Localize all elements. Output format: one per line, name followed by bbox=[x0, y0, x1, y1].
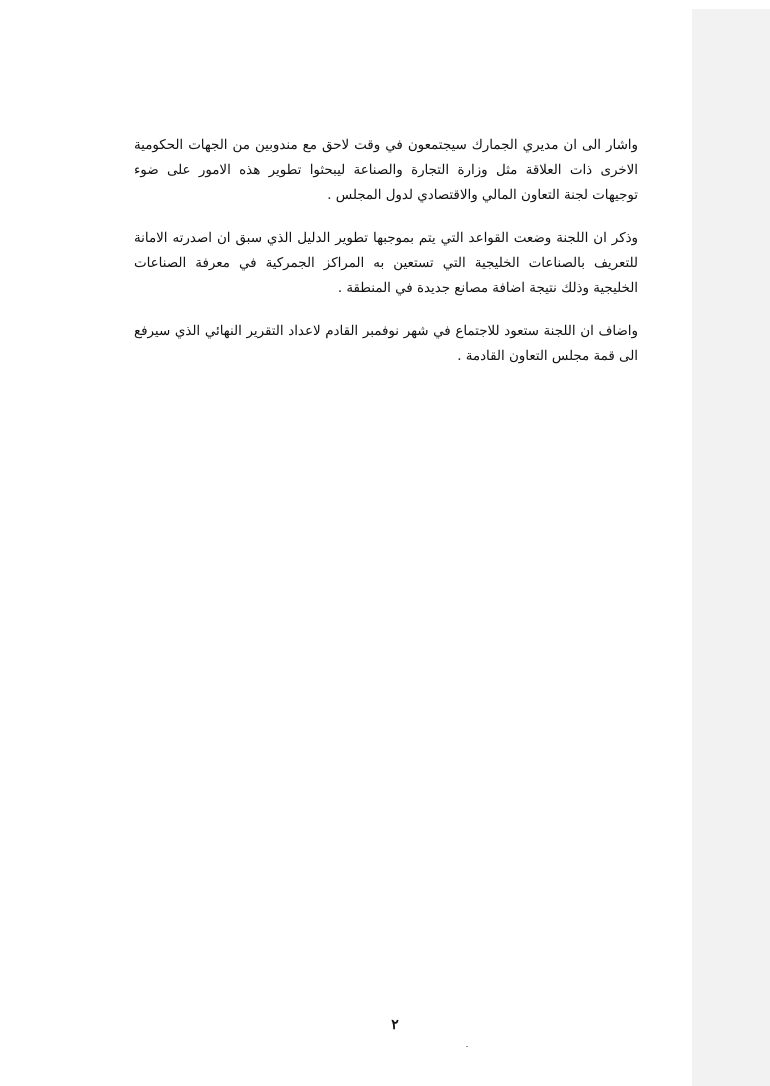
side-panel-top-strip bbox=[692, 0, 770, 9]
paragraph-november-meeting: واضاف ان اللجنة ستعود للاجتماع في شهر نوفمبر القادم لاعداد التقرير النهائي الذي سيرفع الى قمة مجلس التعاون القادمة . bbox=[134, 324, 638, 364]
paragraph-customs-directors-meeting: واشار الى ان مديري الجمارك سيجتمعون في وقت لاحق مع مندوبين من الجهات الحكومية الاخرى ذات العلاقة مثل وزارة التجارة والصناعة ليبحثوا تطوير هذه الامور على ضوء توجيهات لجنة التعاون المالي والاقتصادي لدول المجلس . bbox=[134, 138, 638, 203]
scan-speck bbox=[466, 1046, 468, 1047]
paragraph-gulf-industries-guide: وذكر ان اللجنة وضعت القواعد التي يتم بموجبها تطوير الدليل الذي سبق ان اصدرته الامانة للتعريف بالصناعات الخليجية التي تستعين به المراكز الجمركية في معرفة الصناعات الخليجية وذلك نتيجة اضافة مصانع جديدة في المنطقة . bbox=[134, 231, 638, 296]
side-panel bbox=[692, 0, 770, 1086]
page-number: ٢ bbox=[391, 1017, 399, 1033]
